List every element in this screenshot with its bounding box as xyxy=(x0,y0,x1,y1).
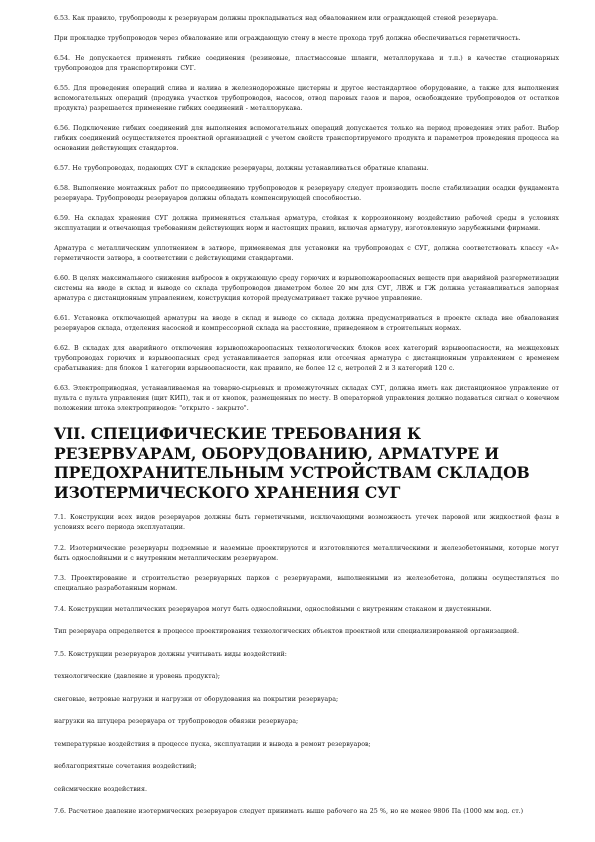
paragraph-7-2: 7.2. Изотермические резервуары подземные и наземные проектируются и изготовляются металлическими и железобетонными, которые могут быть однослойными и с внутренним металлическим резервуаром. xyxy=(54,544,559,562)
paragraph-6-54: 6.54. Не допускается применять гибкие соединения (резиновые, пластмассовые шланги, металлорукава и т.п.) в качестве стационарных трубопроводов для транспортировки СУГ. xyxy=(54,55,559,72)
list-item-temperature: температурные воздействия в процессе пуска, эксплуатации и вывода в ремонт резервуаров; xyxy=(54,740,371,748)
paragraph-7-1: 7.1. Конструкции всех видов резервуаров должны быть герметичными, исключающими возможность утечек паровой или жидкостной фазы в условиях всего периода эксплуатации. xyxy=(54,514,559,531)
paragraph-6-53-continued: При прокладке трубопроводов через обвалование или ограждающую стену в месте прохода труб должна обеспечиваться герметичность. xyxy=(54,35,521,42)
list-item-snow-wind: снеговые, ветровые нагрузки и нагрузки от оборудования на покрытии резервуара; xyxy=(54,695,339,703)
paragraph-6-58: 6.58. Выполнение монтажных работ по присоединению трубопроводов к резервуару следует производить после стабилизации осадки фундамента резервуара. Трубопроводы резервуаров должны обладать компенсирующей способностью. xyxy=(54,185,559,202)
section-7-paragraphs xyxy=(54,513,559,817)
section-6-paragraphs xyxy=(54,14,559,414)
section-7-heading: VII. СПЕЦИФИЧЕСКИЕ ТРЕБОВАНИЯ К РЕЗЕРВУАРАМ, ОБОРУДОВАНИЮ, АРМАТУРЕ И ПРЕДОХРАНИТЕЛЬНЫМ УСТРОЙСТВАМ СКЛАДОВ ИЗОТЕРМИЧЕСКОГО ХРАНЕНИЯ СУГ xyxy=(54,424,530,502)
paragraph-6-53: 6.53. Как правило, трубопроводы к резервуарам должны прокладываться над обвалованием или ограждающей стеной резервуара. xyxy=(54,15,499,22)
paragraph-7-4-continued: Тип резервуара определяется в процессе проектирования технологических объектов проектной или специализированной организацией. xyxy=(54,628,520,635)
paragraph-6-63: 6.63. Электроприводная, устанавливаемая на товарно-сырьевых и промежуточных складах СУГ, должна иметь как дистанционное управление от пульта с пульта управления (щит КИП), так и от кнопок, размещенных по месту. В операторной управления должно подаваться сигнал о конечном положении штока электроприводов: "открыто - закрыто". xyxy=(54,385,559,412)
paragraph-6-55: 6.55. Для проведения операций слива и налива в железнодорожные цистерны и другое нестандартное оборудование, а также для выполнения вспомогательных операций (продувка участков трубопроводов, насосов, отвод паровых газов и паров, освобождение трубопроводов от остатков продукта) разрешается применение гибких соединений - металлорукава. xyxy=(54,85,559,112)
list-item-combinations: неблагоприятные сочетания воздействий; xyxy=(54,763,197,770)
paragraph-6-56: 6.56. Подключение гибких соединений для выполнения вспомогательных операций допускается только на период проведения этих работ. Выбор гибких соединений осуществляется проектной организацией с учетом свойств транспортируемого продукта и параметров проведения процесса на основании действующих стандартов. xyxy=(54,125,559,152)
paragraph-6-61: 6.61. Установка отключающей арматуры на вводе в склад и выводе со склада должна предусматриваться в проекте склада вне обвалования резервуаров склада, отделения насосной и компрессорной склада на расстояние, приведенном в строительных нормах. xyxy=(54,315,559,332)
paragraph-7-4: 7.4. Конструкции металлических резервуаров могут быть однослойными, однослойными с внутренним стаканом и двустенными. xyxy=(54,605,492,613)
list-item-nozzle-loads: нагрузки на штуцера резервуара от трубопроводов обвязки резервуара; xyxy=(54,718,299,725)
list-item-seismic: сейсмические воздействия. xyxy=(54,785,147,793)
paragraph-7-5: 7.5. Конструкции резервуаров должны учитывать виды воздействий: xyxy=(54,650,287,658)
paragraph-7-6: 7.6. Расчетное давление изотермических резервуаров следует принимать выше рабочего на 25 %, но не менее 9806 Па (1000 мм вод. ст.) xyxy=(54,808,524,815)
paragraph-6-59-continued: Арматура с металлическим уплотнением в затворе, применяемая для установки на трубопроводах с СУГ, должна соответствовать классу «А» герметичности затвора, в соответствии с действующими стандартами. xyxy=(54,245,559,262)
paragraph-6-62: 6.62. В складах для аварийного отключения взрывопожароопасных технологических блоков всех категорий взрывоопасности, на межцеховых трубопроводах горючих и взрывоопасных сред устанавливается запорная или отсечная арматура с дистанционным управлением с временем срабатывания: для блоков 1 категории взрывоопасности, как правило, не более 12 с, нетролей 2 и 3 категорий 120 с. xyxy=(54,345,559,372)
paragraph-6-59: 6.59. На складах хранения СУГ должна применяться стальная арматура, стойкая к коррозионному воздействию рабочей среды в условиях эксплуатации и отвечающая требованиям действующих норм и настоящих правил, включая арматуру, изготовленную зарубежными фирмами. xyxy=(54,215,559,232)
paragraph-6-60: 6.60. В целях максимального снижения выбросов в окружающую среду горючих и взрывопожароопасных веществ при аварийной разгерметизации системы на вводе в склад и выводе со склада трубопроводов диаметром более 20 мм для СУГ, ЛВЖ и ГЖ должна устанавливаться запорная арматура с дистанционным управлением, конструкция которой предусматривает также ручное управление. xyxy=(54,275,559,302)
paragraph-7-3: 7.3. Проектирование и строительство резервуарных парков с резервуарами, выполненными из железобетона, должны осуществляться по специально разработанным нормам. xyxy=(54,575,559,592)
paragraph-6-57: 6.57. Не трубопроводах, подающих СУГ в складские резервуары, должны устанавливаться обратные клапаны. xyxy=(54,165,429,172)
list-item-technological: технологические (давление и уровень продукта); xyxy=(54,673,220,680)
